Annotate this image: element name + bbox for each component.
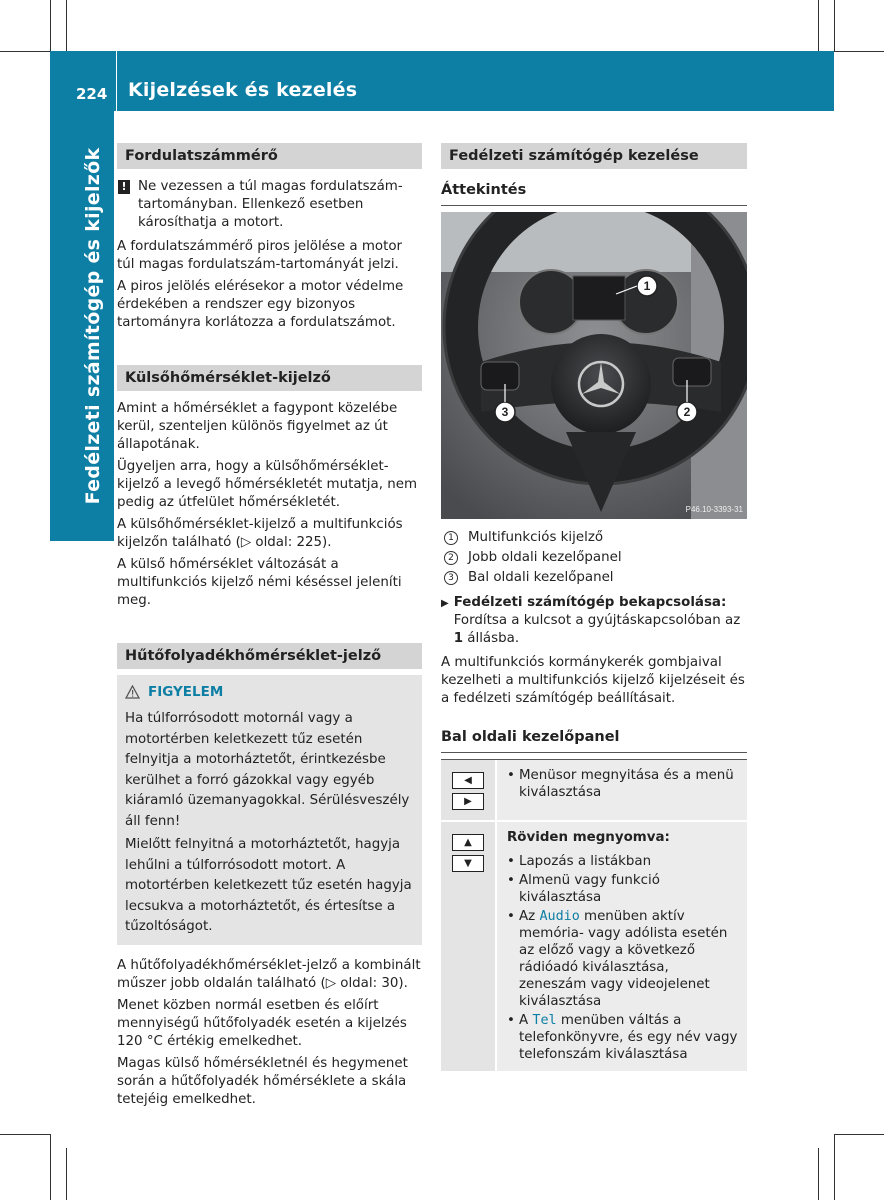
paragraph: Menet közben normál esetben és előírt mennyiségű hűtőfolyadék esetén a kijelzés 120 °C értékig emelkedhet. — [117, 997, 407, 1049]
callout-text: Multifunkciós kijelző — [468, 530, 604, 545]
figure-callout-3: 3 — [501, 405, 509, 419]
action-step — [441, 594, 747, 648]
list-item — [507, 1012, 739, 1063]
page-header — [50, 51, 834, 111]
crop-mark — [818, 0, 819, 52]
warning-header — [125, 683, 414, 701]
bullet-text: Lapozás a listákban — [519, 854, 652, 869]
callout-legend — [441, 528, 747, 588]
bullet-text-post: menüben aktív memória- vagy adólista esetén az előző vagy a következő rádióadó kiválasztása, zeneszám vagy videojelenet kiválasztása — [519, 909, 728, 1009]
paragraph: Magas külső hőmérsékletnél és hegymenet során a hűtőfolyadék hőmérséklete a skála tetejéig emelkedhet. — [117, 1055, 408, 1107]
list-item — [507, 767, 739, 801]
menu-name-tel: Tel — [532, 1013, 557, 1028]
controls-table — [441, 759, 747, 1071]
bullet-text-post: menüben váltás a telefonkönyvre, és egy név vagy telefonszám kiválasztása — [519, 1013, 738, 1062]
desc-cell — [497, 822, 747, 1071]
list-item — [441, 548, 747, 568]
warning-label: FIGYELEM — [148, 684, 224, 700]
chapter-tab-label: Fedélzeti számítógép és kijelzők — [82, 147, 104, 505]
crop-mark — [66, 1148, 67, 1200]
action-rest: Fordítsa a kulcsot a gyújtáskapcsolóban az — [453, 613, 741, 628]
page-title: Kijelzések és kezelés — [128, 79, 358, 101]
list-item — [441, 528, 747, 548]
left-column — [117, 143, 422, 1113]
desc-cell — [497, 760, 747, 820]
warning-text: Ha túlforrósodott motornál vagy a motortérben keletkezett tűz esetén felnyitja a motorháztetőt, érintkezésbe kerülhet a forró gázokkal vagy egyéb kiáramló üzemanyagokkal. Sérülésveszély áll fenn! — [125, 711, 410, 829]
figure-code: P46.10-3393-31 — [685, 505, 743, 514]
figure-callout-2: 2 — [683, 405, 691, 419]
header-divider — [116, 51, 117, 111]
bullet-icon: • — [507, 1013, 515, 1028]
crop-mark — [50, 0, 51, 52]
subheading-left-panel: Bal oldali kezelőpanel — [441, 722, 747, 753]
paragraph: A külsőhőmérséklet-kijelző a multifunkciós kijelzőn található (▷ oldal: 225). — [117, 517, 403, 550]
steering-wheel-photo — [441, 212, 747, 519]
section-heading-tachometer: Fordulatszámmérő — [117, 143, 422, 169]
bullet-icon: • — [507, 854, 515, 869]
up-arrow-key-icon: ▲ — [452, 834, 484, 851]
left-arrow-key-icon: ◀ — [452, 772, 484, 789]
paragraph: A piros jelölés elérésekor a motor védelme érdekében a rendszer egy bizonyos tartományra korlátozza a fordulatszámot. — [117, 279, 404, 330]
crop-mark — [818, 1148, 819, 1200]
crop-mark — [50, 1134, 51, 1200]
table-row — [441, 822, 747, 1071]
exclamation-icon: ! — [118, 180, 130, 194]
damage-note-text: Ne vezessen a túl magas fordulatszám-tartományban. Ellenkező esetben károsíthatja a motort. — [138, 179, 403, 230]
damage-note — [117, 178, 422, 232]
warning-text: Mielőtt felnyitná a motorháztetőt, hagyja lehűlni a túlforrósodott motort. A motortérben keletkezett tűz esetén hagyja lecsukva a motorháztetőt, és értesítse a tűzoltóságot. — [125, 837, 412, 934]
section-heading-outside-temp: Külsőhőmérséklet-kijelző — [117, 365, 422, 391]
bullet-text: Menüsor megnyitása és a menü kiválasztása — [519, 768, 734, 800]
paragraph: A fordulatszámmérő piros jelölése a motor túl magas fordulatszám-tartományát jelzi. — [117, 239, 403, 272]
arrow-right-icon: ▶ — [441, 598, 449, 609]
bullet-text — [519, 908, 739, 1010]
right-arrow-key-icon: ▶ — [452, 793, 484, 810]
paragraph: A hűtőfolyadékhőmérséklet-jelző a kombinált műszer jobb oldalán található (▷ oldal: 30). — [117, 957, 421, 991]
callout-number: 3 — [444, 571, 458, 585]
page-number: 224 — [76, 85, 108, 103]
warning-box — [117, 675, 422, 945]
callout-number: 2 — [444, 551, 458, 565]
warning-triangle-icon — [125, 685, 140, 699]
key-cell — [441, 822, 497, 1071]
menu-name-audio: Audio — [539, 909, 580, 924]
section-heading-coolant-temp: Hűtőfolyadékhőmérséklet-jelző — [117, 643, 422, 669]
paragraph: Amint a hőmérséklet a fagypont közelébe kerül, szenteljen különös figyelmet az út állapotának. — [117, 401, 398, 452]
callout-text: Bal oldali kezelőpanel — [468, 570, 614, 585]
action-bold: Fedélzeti számítógép bekapcsolása: — [453, 595, 727, 610]
crop-mark — [834, 1134, 884, 1135]
crop-mark — [66, 0, 67, 52]
bullet-text-pre: A — [519, 1013, 533, 1028]
action-text — [454, 594, 747, 648]
paragraph: Ügyeljen arra, hogy a külsőhőmérséklet-kijelző a levegő hőmérsékletét mutatja, nem pedig az útfelület hőmérsékletét. — [117, 459, 418, 510]
subheading-overview: Áttekintés — [441, 175, 747, 206]
steering-wheel-illustration — [441, 212, 747, 519]
key-cell — [441, 760, 497, 820]
crop-mark — [834, 0, 835, 52]
list-item — [507, 908, 739, 1010]
bullet-text — [519, 1012, 739, 1063]
bullet-text: Almenü vagy funkció kiválasztása — [519, 873, 660, 905]
crop-mark — [0, 1134, 50, 1135]
list-item — [507, 872, 739, 906]
crop-mark — [834, 51, 884, 52]
action-end: állásba. — [463, 631, 520, 646]
bullet-icon: • — [507, 768, 515, 783]
bullet-icon: • — [507, 909, 515, 924]
bullet-text-pre: Az — [519, 909, 540, 924]
paragraph: A külső hőmérséklet változását a multifunkciós kijelző némi késéssel jeleníti meg. — [117, 557, 402, 608]
down-arrow-key-icon: ▼ — [452, 855, 484, 872]
callout-text: Jobb oldali kezelőpanel — [468, 550, 622, 565]
list-item — [507, 853, 739, 870]
row-title: Röviden megnyomva: — [507, 830, 670, 845]
figure-callout-1: 1 — [643, 279, 651, 293]
callout-number: 1 — [444, 531, 458, 545]
right-column — [441, 143, 747, 1071]
paragraph: A multifunkciós kormánykerék gombjaival kezelheti a multifunkciós kijelző kijelzéseit és a fedélzeti számítógép beállításait. — [441, 655, 745, 706]
table-row — [441, 760, 747, 820]
list-item — [441, 568, 747, 588]
crop-mark — [0, 51, 50, 52]
section-heading-onboard-computer: Fedélzeti számítógép kezelése — [441, 143, 747, 169]
crop-mark — [834, 1134, 835, 1200]
key-position: 1 — [453, 631, 464, 646]
bullet-icon: • — [507, 873, 515, 888]
